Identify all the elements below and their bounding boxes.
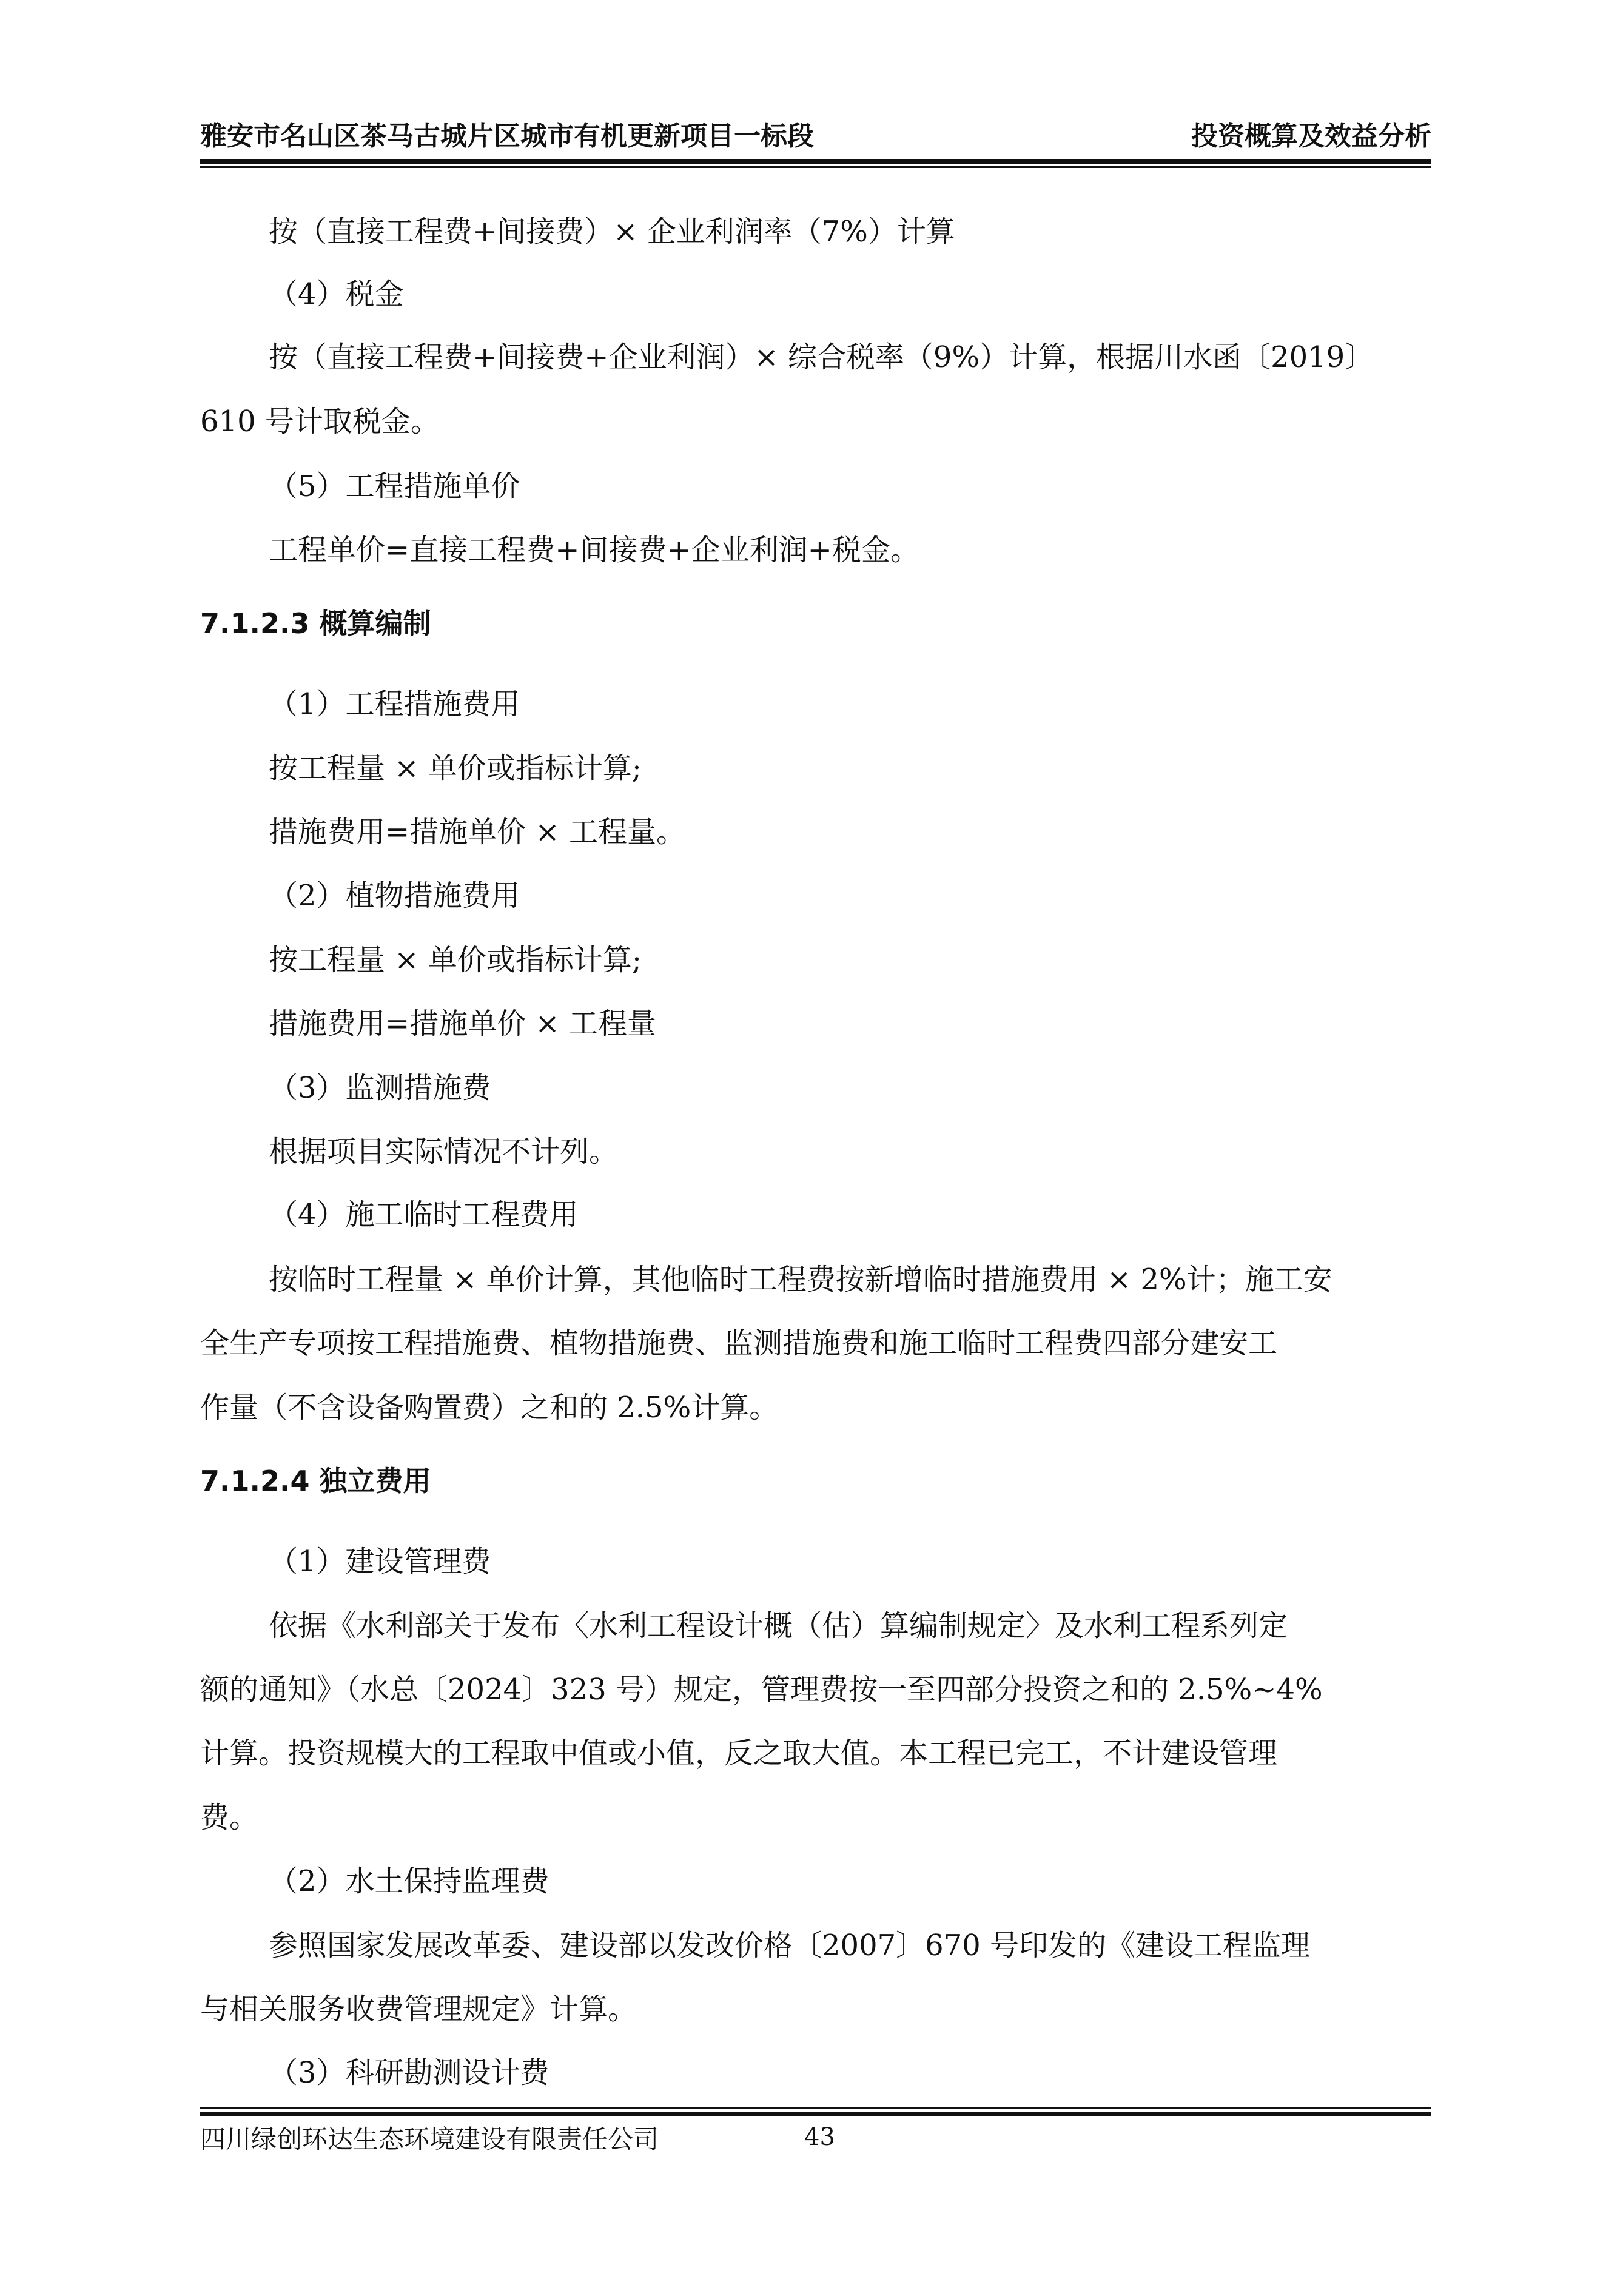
body-line: 按工程量 × 单价或指标计算; bbox=[269, 943, 642, 977]
body-line: 按（直接工程费+间接费）× 企业利润率（7%）计算 bbox=[269, 215, 955, 249]
body-line: 按临时工程量 × 单价计算，其他临时工程费按新增临时措施费用 × 2%计；施工安 bbox=[269, 1263, 1332, 1297]
footer-rule bbox=[200, 2112, 1431, 2116]
header-rule-thin bbox=[200, 166, 1431, 168]
body-line: 全生产专项按工程措施费、植物措施费、监测措施费和施工临时工程费四部分建安工 bbox=[200, 1326, 1278, 1360]
body-line: 根据项目实际情况不计列。 bbox=[269, 1135, 619, 1169]
body-line: （1）工程措施费用 bbox=[269, 687, 520, 721]
section-heading: 7.1.2.3 概算编制 bbox=[200, 607, 431, 640]
body-line: 工程单价=直接工程费+间接费+企业利润+税金。 bbox=[269, 533, 919, 567]
body-line: （3）监测措施费 bbox=[269, 1071, 491, 1105]
section-heading: 7.1.2.4 独立费用 bbox=[200, 1465, 431, 1497]
body-line: 按工程量 × 单价或指标计算; bbox=[269, 751, 642, 785]
body-line: （4）施工临时工程费用 bbox=[269, 1198, 579, 1232]
page-header bbox=[200, 118, 1431, 155]
body-line: 依据《水利部关于发布〈水利工程设计概（估）算编制规定〉及水利工程系列定 bbox=[269, 1609, 1288, 1643]
body-line: 与相关服务收费管理规定》计算。 bbox=[200, 1992, 637, 2026]
body-line: （1）建设管理费 bbox=[269, 1545, 491, 1579]
section-title: 投资概算及效益分析 bbox=[1191, 121, 1431, 152]
body-line: 费。 bbox=[200, 1801, 259, 1834]
body-line: （2）水土保持监理费 bbox=[269, 1864, 549, 1898]
header-rule bbox=[200, 159, 1431, 164]
body-line: 作量（不含设备购置费）之和的 2.5%计算。 bbox=[200, 1391, 779, 1425]
body-line: 计算。投资规模大的工程取中值或小值，反之取大值。本工程已完工，不计建设管理 bbox=[200, 1736, 1278, 1770]
footer-rule-thin bbox=[200, 2107, 1431, 2109]
body-line: 610 号计取税金。 bbox=[200, 404, 440, 438]
body-line: 参照国家发展改革委、建设部以发改价格〔2007〕670 号印发的《建设工程监理 bbox=[269, 1928, 1311, 1962]
page-number: 43 bbox=[804, 2123, 835, 2151]
body-line: 额的通知》（水总〔2024〕323 号）规定，管理费按一至四部分投资之和的 2.5%~4% bbox=[200, 1673, 1323, 1707]
body-line: 措施费用=措施单价 × 工程量。 bbox=[269, 815, 685, 849]
body-line: （5）工程措施单价 bbox=[269, 469, 520, 503]
footer-company: 四川绿创环达生态环境建设有限责任公司 bbox=[200, 2124, 659, 2154]
body-line: 措施费用=措施单价 × 工程量 bbox=[269, 1007, 656, 1041]
body-line: （3）科研勘测设计费 bbox=[269, 2056, 549, 2090]
body-line: （4）税金 bbox=[269, 277, 404, 311]
body-line: （2）植物措施费用 bbox=[269, 879, 520, 913]
document-title: 雅安市名山区茶马古城片区城市有机更新项目一标段 bbox=[200, 121, 814, 152]
body-line: 按（直接工程费+间接费+企业利润）× 综合税率（9%）计算，根据川水函〔2019〕 bbox=[269, 340, 1374, 374]
